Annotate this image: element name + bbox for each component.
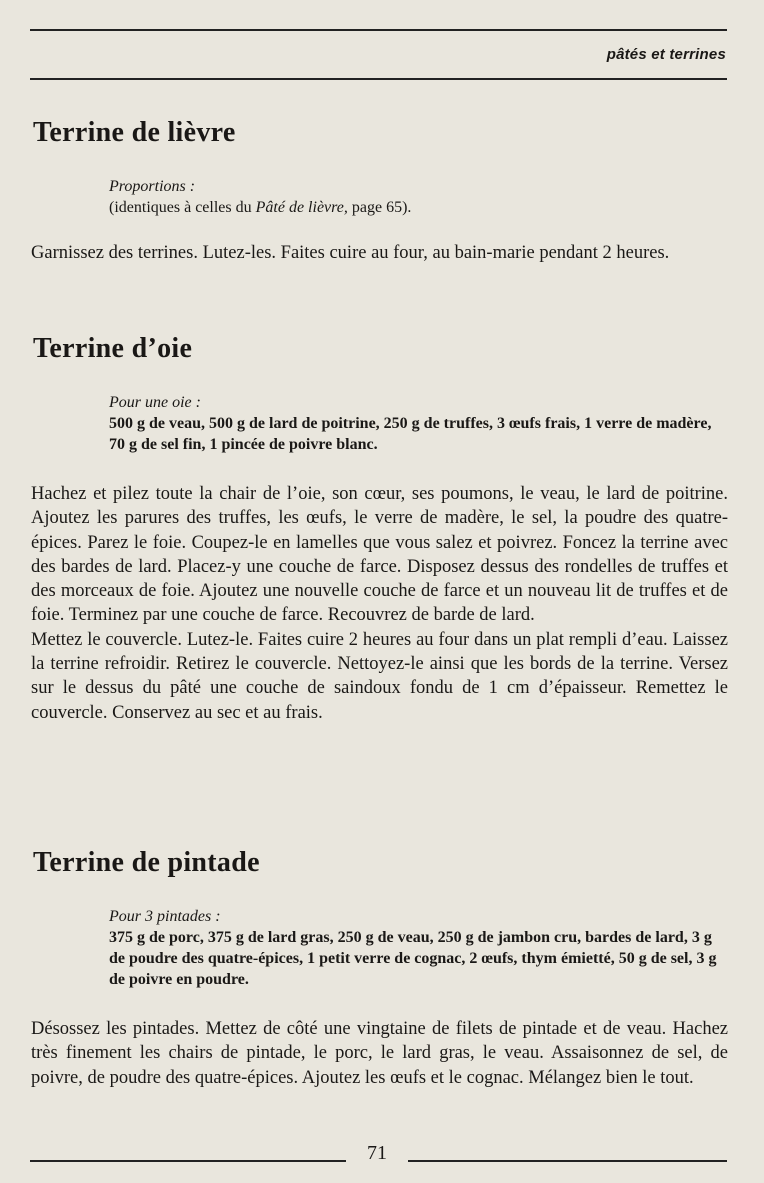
- footer-rule-left: [30, 1160, 346, 1162]
- section-title-pintade: Terrine de pintade: [33, 847, 260, 878]
- ingredients-label: Pour une oie :: [109, 394, 201, 411]
- ingredients-block-lievre: [109, 176, 729, 218]
- reference-suffix: page 65).: [347, 199, 412, 216]
- ingredients-label: Pour 3 pintades :: [109, 908, 221, 925]
- method-text-oie: [31, 482, 728, 725]
- footer-rule-right: [408, 1160, 727, 1162]
- ingredients-list: 500 g de veau, 500 g de lard de poitrine, 250 g de truffes, 3 œufs frais, 1 verre de madère, 70 g de sel fin, 1 pincée de poivre blanc.: [109, 415, 712, 453]
- ingredients-list: 375 g de porc, 375 g de lard gras, 250 g de veau, 250 g de jambon cru, bardes de lard, 3 g de poudre des quatre-épices, 1 petit verre de cognac, 2 œufs, thym émietté, 50 g de sel, 3 g de poivre en poudre.: [109, 929, 717, 988]
- paragraph: Désossez les pintades. Mettez de côté une vingtaine de filets de pintade et de veau. Hachez très finement les chairs de pintade, le porc, le lard gras, le veau. Assaisonnez de sel, de poivre, de poudre des quatre-épices. Ajoutez les œufs et le cognac. Mélangez bien le tout.: [31, 1019, 728, 1088]
- section-title-oie: Terrine d’oie: [33, 333, 193, 364]
- header-rule-top: [30, 29, 727, 31]
- running-head: pâtés et terrines: [606, 46, 726, 63]
- ingredients-block-oie: [109, 392, 729, 455]
- header-rule-bottom: [30, 78, 727, 80]
- section-title-lievre: Terrine de lièvre: [33, 117, 236, 148]
- paragraph: Hachez et pilez toute la chair de l’oie, son cœur, ses poumons, le veau, le lard de poitrine. Ajoutez les parures des truffes, les œufs, le verre de madère, le sel, la poudre des quatre-épices. Parez le foie. Coupez-le en lamelles que vous salez et poivrez. Foncez la terrine avec des bardes de lard. Placez-y une couche de farce. Disposez dessus des rondelles de truffes et des morceaux de foie. Ajoutez une nouvelle couche de farce et un nouveau lit de truffes et de foie. Terminez par une couche de farce. Recouvrez de barde de lard.: [31, 484, 728, 626]
- reference-title: Pâté de lièvre,: [255, 199, 348, 216]
- method-text-pintade: [31, 1017, 728, 1090]
- ingredients-label: Proportions :: [109, 178, 196, 195]
- page-number: 71: [367, 1142, 387, 1164]
- paragraph: Garnissez des terrines. Lutez-les. Faites cuire au four, au bain-marie pendant 2 heures.: [31, 243, 670, 263]
- paragraph: Mettez le couvercle. Lutez-le. Faites cuire 2 heures au four dans un plat rempli d’eau. Laissez la terrine refroidir. Retirez le couvercle. Nettoyez-le ainsi que les bords de la terrine. Versez sur le dessus du pâté une couche de saindoux fondu de 1 cm d’épaisseur. Remettez le couvercle. Conservez au sec et au frais.: [31, 629, 728, 723]
- reference-prefix: (identiques à celles du: [109, 199, 256, 216]
- reference-line: [109, 197, 729, 218]
- method-text-lievre: [31, 241, 728, 265]
- ingredients-block-pintade: [109, 906, 729, 990]
